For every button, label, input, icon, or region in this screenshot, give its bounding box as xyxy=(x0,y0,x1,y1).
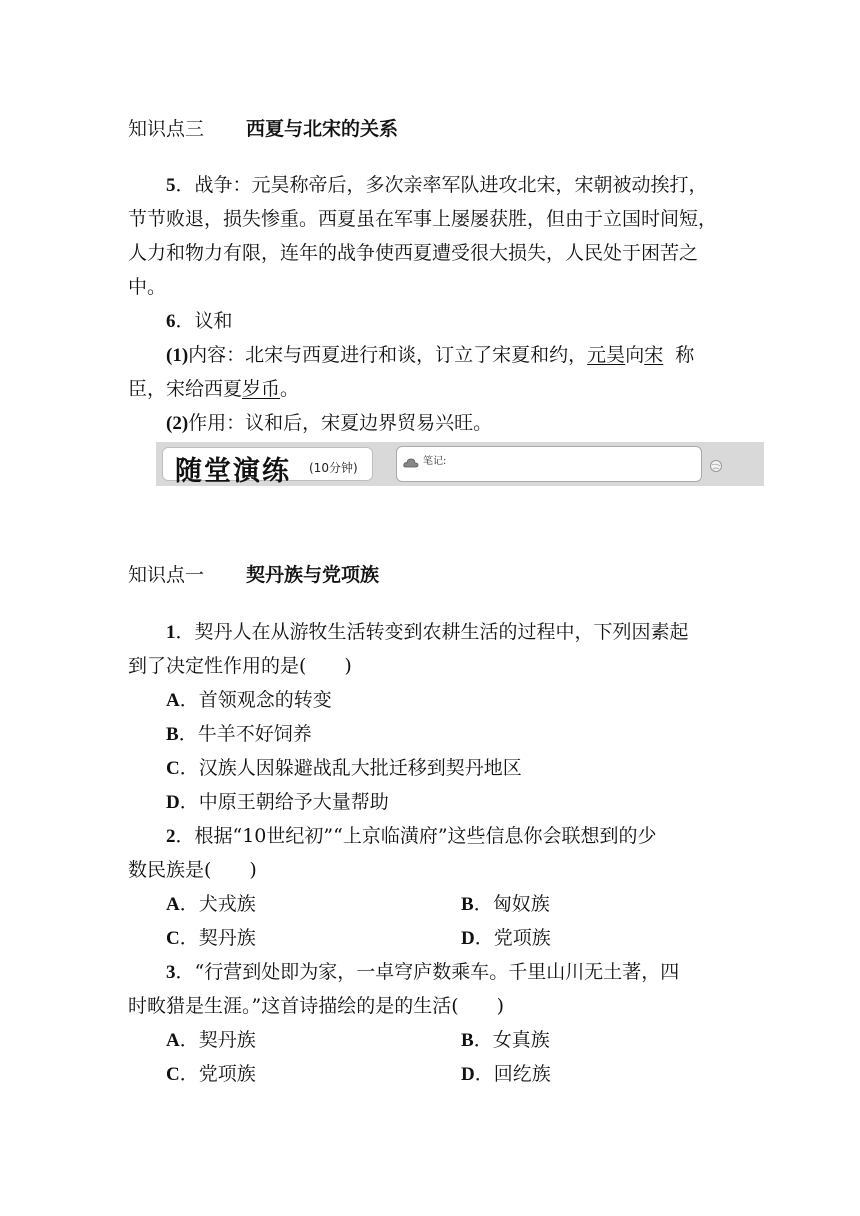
banner-title: 随堂演练 xyxy=(175,456,291,487)
option: A．犬戎族 xyxy=(166,893,256,915)
option: C．汉族人因躲避战乱大批迁移到契丹地区 xyxy=(166,757,522,779)
globe-icon[interactable] xyxy=(709,456,723,478)
option: A．契丹族 xyxy=(166,1029,256,1051)
section-label: 知识点一 xyxy=(128,564,205,586)
section-label: 知识点三 xyxy=(128,118,205,140)
banner-duration: (10分钟) xyxy=(309,461,358,475)
question-number: 3 xyxy=(166,962,176,983)
question-line: 时畋猎是生涯。”这首诗描绘的是的生活( ) xyxy=(128,995,505,1017)
section-heading xyxy=(128,116,398,142)
option-row xyxy=(166,891,726,918)
paragraph-line: (1)内容：北宋与西夏进行和谈，订立了宋夏和约，元昊向宋 称 xyxy=(166,344,695,366)
paragraph-line: 中。 xyxy=(128,276,167,298)
paragraph-line: 节节败退，损失惨重。西夏虽在军事上屡屡获胜，但由于立国时间短， xyxy=(128,208,718,230)
paragraph-line: 6．议和 xyxy=(166,310,233,332)
option-row xyxy=(166,1061,726,1088)
question-line: 到了决定性作用的是( ) xyxy=(128,655,352,677)
option: B．匈奴族 xyxy=(461,893,550,915)
notes-field[interactable] xyxy=(396,446,702,482)
question-line: 3．“行营到处即为家，一卓穹庐数乘车。千里山川无土著，四 xyxy=(166,961,680,983)
section-title: 西夏与北宋的关系 xyxy=(246,118,399,140)
option: D．党项族 xyxy=(461,927,551,949)
option-row xyxy=(166,925,726,952)
question-number: 1 xyxy=(166,622,176,643)
underlined-term: 岁币 xyxy=(242,378,281,400)
practice-banner xyxy=(156,442,764,486)
option: C．党项族 xyxy=(166,1063,256,1085)
option: D．中原王朝给予大量帮助 xyxy=(166,791,389,813)
option: D．回纥族 xyxy=(461,1063,551,1085)
option: B．女真族 xyxy=(461,1029,550,1051)
underlined-term: 宋 xyxy=(644,344,664,366)
paragraph-line: 5．战争：元昊称帝后，多次亲率军队进攻北宋，宋朝被动挨打， xyxy=(166,174,708,196)
notes-label: 笔记: xyxy=(423,456,447,467)
section-heading xyxy=(128,562,379,588)
banner-title-box xyxy=(162,447,373,487)
paragraph-line: 人力和物力有限，连年的战争使西夏遭受很大损失，人民处于困苦之 xyxy=(128,242,699,264)
question-line: 数民族是( ) xyxy=(128,859,257,881)
item-number: 6 xyxy=(166,311,176,332)
option: A．首领观念的转变 xyxy=(166,689,332,711)
paragraph-line: (2)作用：议和后，宋夏边界贸易兴旺。 xyxy=(166,412,493,434)
paragraph-line: 臣，宋给西夏岁币。 xyxy=(128,378,300,400)
option: C．契丹族 xyxy=(166,927,256,949)
cloud-icon xyxy=(403,452,419,474)
item-number: 5 xyxy=(166,175,176,196)
question-line: 2．根据“10世纪初”“上京临潢府”这些信息你会联想到的少 xyxy=(166,825,657,847)
section-title: 契丹族与党项族 xyxy=(246,564,380,586)
option: B．牛羊不好饲养 xyxy=(166,723,312,745)
question-line: 1．契丹人在从游牧生活转变到农耕生活的过程中，下列因素起 xyxy=(166,621,689,643)
question-number: 2 xyxy=(166,826,176,847)
option-row xyxy=(166,1027,726,1054)
underlined-term: 元昊 xyxy=(587,344,626,366)
